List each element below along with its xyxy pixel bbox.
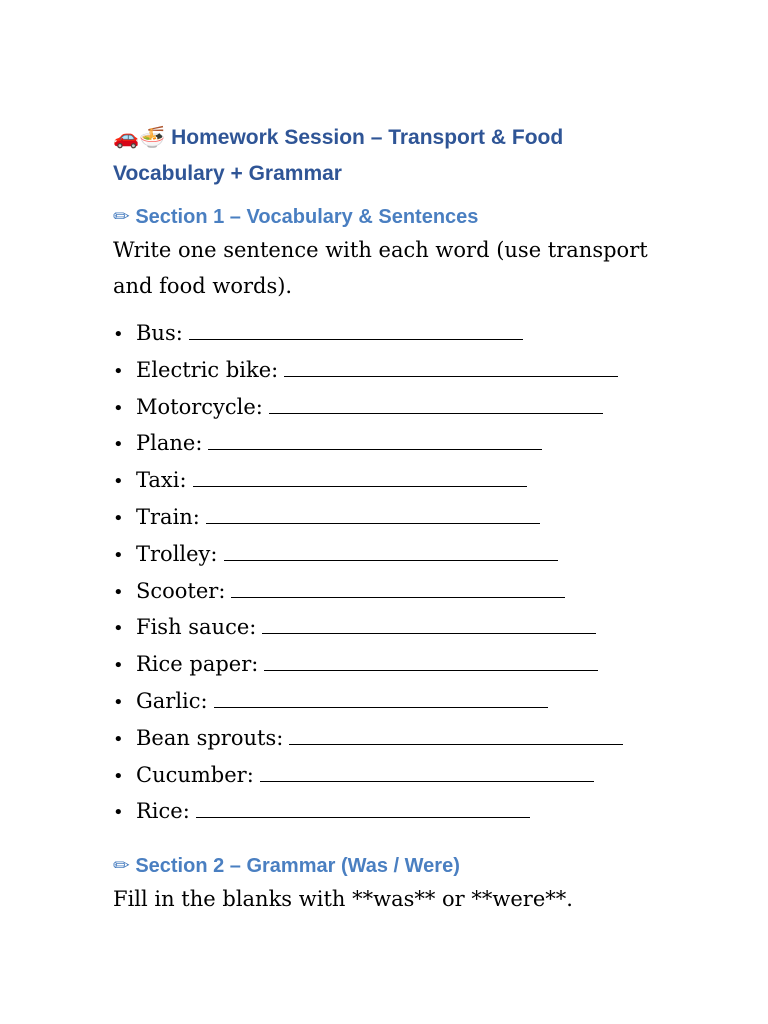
vocab-word: Garlic: [136,688,208,713]
bullet-icon: • [113,728,124,750]
list-item [113,353,673,390]
list-item [113,316,673,353]
bullet-icon: • [113,397,124,419]
section-1-instruction: Write one sentence with each word (use transport and food words). [113,238,648,298]
vocab-word: Bean sprouts: [136,725,284,750]
vocab-word: Rice paper: [136,652,259,677]
bullet-icon: • [113,618,124,640]
vocabulary-list [113,316,673,831]
answer-blank[interactable] [224,559,558,561]
list-item [113,390,673,427]
answer-blank[interactable] [260,780,594,782]
answer-blank[interactable] [262,632,596,634]
bullet-icon: • [113,765,124,787]
list-item [113,794,673,831]
list-item [113,574,673,611]
list-item [113,537,673,574]
bullet-icon: • [113,507,124,529]
answer-blank[interactable] [284,375,618,377]
answer-blank[interactable] [189,338,523,340]
vocab-word: Train: [136,504,200,529]
document-title [113,120,673,192]
title-line-1: 🚗🍜 Homework Session – Transport & Food [113,126,564,149]
answer-blank[interactable] [206,522,540,524]
list-item [113,721,673,758]
vocab-word: Rice: [136,799,190,824]
list-item [113,500,673,537]
section-2-heading: ✏ Section 2 – Grammar (Was / Were) [113,855,460,878]
bullet-icon: • [113,434,124,456]
list-item [113,647,673,684]
vocab-word: Cucumber: [136,762,254,787]
vocab-word: Electric bike: [136,357,279,382]
bullet-icon: • [113,544,124,566]
answer-blank[interactable] [214,706,548,708]
answer-blank[interactable] [264,669,598,671]
vocab-word: Motorcycle: [136,394,263,419]
section-2-instruction: Fill in the blanks with **was** or **were**. [113,887,573,912]
list-item [113,610,673,647]
answer-blank[interactable] [289,743,623,745]
answer-blank[interactable] [231,596,565,598]
bullet-icon: • [113,324,124,345]
vocab-word: Bus: [136,321,183,345]
vocab-word: Scooter: [136,578,226,603]
answer-blank[interactable] [208,448,542,450]
answer-blank[interactable] [269,412,603,414]
list-item [113,684,673,721]
list-item [113,463,673,500]
document-page [113,120,673,917]
vocab-word: Fish sauce: [136,615,257,640]
bullet-icon: • [113,802,124,824]
bullet-icon: • [113,655,124,677]
vocab-word: Taxi: [136,468,187,493]
title-line-2: Vocabulary + Grammar [113,162,342,185]
vocab-word: Trolley: [136,541,218,566]
section-1-heading: ✏ Section 1 – Vocabulary & Sentences [113,206,479,228]
answer-blank[interactable] [193,485,527,487]
bullet-icon: • [113,691,124,713]
bullet-icon: • [113,471,124,493]
list-item [113,758,673,795]
bullet-icon: • [113,581,124,603]
vocab-word: Plane: [136,431,203,456]
answer-blank[interactable] [196,816,530,818]
list-item [113,426,673,463]
bullet-icon: • [113,360,124,382]
